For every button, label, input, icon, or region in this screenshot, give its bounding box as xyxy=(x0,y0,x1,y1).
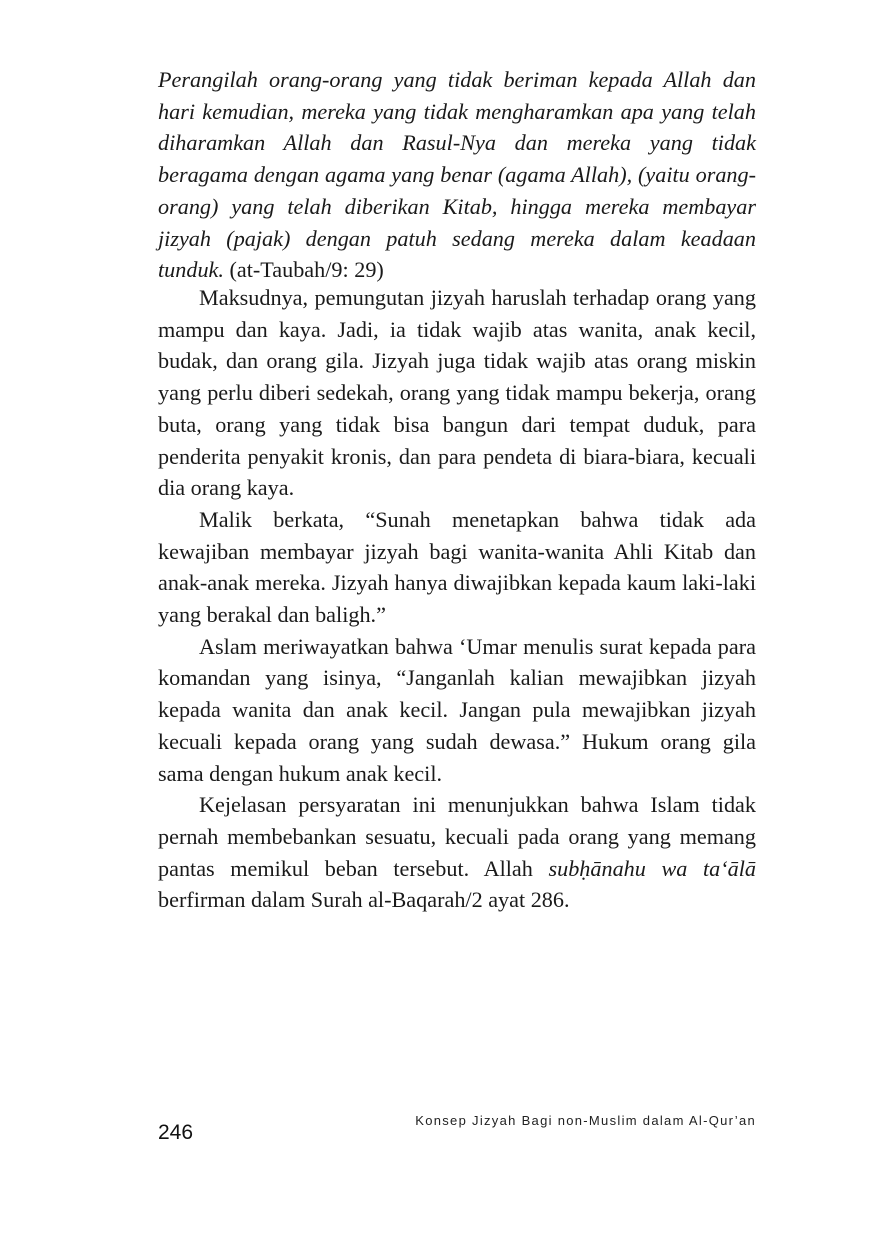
quran-quote-translation xyxy=(158,64,756,286)
paragraph: Malik berkata, “Sunah menetapkan bahwa tidak ada kewajiban membayar jizyah bagi wanita-wanita Ahli Kitab dan anak-anak mereka. Jizyah hanya diwajibkan kepada kaum laki-laki yang berakal dan baligh.” xyxy=(158,506,756,628)
paragraph xyxy=(158,789,756,916)
page-number: 246 xyxy=(158,1121,194,1144)
paragraph-text: berfirman dalam Surah al-Baqarah/2 ayat 286. xyxy=(158,887,570,913)
paragraph-text: Kejelasan persyaratan ini menunjukkan bahwa Islam tidak pernah membebankan sesuatu, kecuali pada orang yang memang pantas memikul beban tersebut. Allah xyxy=(158,792,756,881)
quote-citation: (at-Taubah/9: 29) xyxy=(223,257,384,283)
arabic-honorific: subḥānahu wa ta‘ālā xyxy=(548,855,756,881)
paragraph: Aslam meriwayatkan bahwa ‘Umar menulis surat kepada para komandan yang isinya, “Janganlah kalian mewajibkan jizyah kepada wanita dan anak kecil. Jangan pula mewajibkan jizyah kecuali kepada orang yang sudah dewasa.” Hukum orang gila sama dengan hukum anak kecil. xyxy=(158,633,756,786)
running-footer-title: Konsep Jizyah Bagi non-Muslim dalam Al-Qur’an xyxy=(415,1113,756,1128)
quote-text: Perangilah orang-orang yang tidak beriman kepada Allah dan hari kemudian, mereka yang tidak mengharamkan apa yang telah diharamkan Allah dan Rasul-Nya dan mereka yang tidak beragama dengan agama yang benar (agama Allah), (yaitu orang-orang) yang telah diberikan Kitab, hingga mereka membayar jizyah (pajak) dengan patuh sedang mereka dalam keadaan tunduk. xyxy=(158,67,756,283)
body-text xyxy=(158,282,756,916)
paragraph: Maksudnya, pemungutan jizyah haruslah terhadap orang yang mampu dan kaya. Jadi, ia tidak wajib atas wanita, anak kecil, budak, dan orang gila. Jizyah juga tidak wajib atas orang miskin yang perlu diberi sedekah, orang yang tidak mampu bekerja, orang buta, orang yang tidak bisa bangun dari tempat duduk, para penderita penyakit kronis, dan para pendeta di biara-biara, kecuali dia orang kaya. xyxy=(158,285,756,501)
